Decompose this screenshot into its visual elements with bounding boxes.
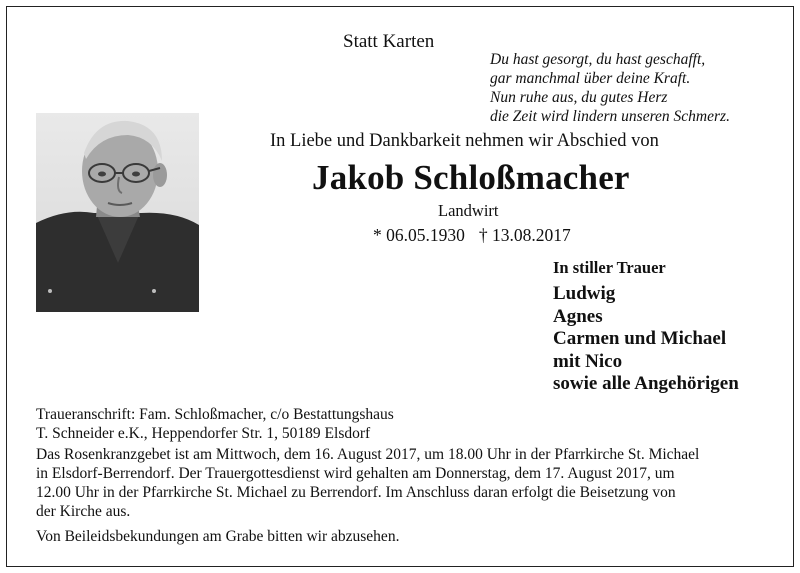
service-line: in Elsdorf-Berrendorf. Der Trauergottesdienst wird gehalten am Donnerstag, dem 17. August 2017, um	[36, 465, 675, 482]
mourner-name: Agnes	[553, 305, 603, 327]
deceased-name: Jakob Schloßmacher	[312, 158, 630, 197]
portrait-illustration	[36, 113, 199, 312]
mourners-list	[553, 283, 739, 396]
address-line: T. Schneider e.K., Heppendorfer Str. 1, 50189 Elsdorf	[36, 425, 371, 442]
service-line: Das Rosenkranzgebet ist am Mittwoch, dem 16. August 2017, um 18.00 Uhr in der Pfarrkirche St. Michael	[36, 446, 700, 463]
poem-line: Nun ruhe aus, du gutes Herz	[490, 89, 668, 106]
life-dates	[373, 225, 571, 246]
poem	[490, 50, 730, 126]
mourner-name: mit Nico	[553, 350, 623, 372]
mourning-heading: In stiller Trauer	[553, 258, 666, 277]
service-details	[36, 445, 766, 521]
mourner-name: Ludwig	[553, 283, 616, 304]
birth-date: * 06.05.1930	[373, 225, 465, 245]
death-date: † 13.08.2017	[478, 225, 571, 245]
service-line: 12.00 Uhr in der Pfarrkirche St. Michael zu Berrendorf. Im Anschluss daran erfolgt die Beisetzung von	[36, 484, 676, 501]
mourning-address	[36, 405, 394, 443]
farewell-intro: In Liebe und Dankbarkeit nehmen wir Abschied von	[270, 131, 659, 151]
poem-line: Du hast gesorgt, du hast geschafft,	[490, 51, 706, 68]
profession: Landwirt	[438, 201, 499, 220]
poem-line: gar manchmal über deine Kraft.	[490, 70, 691, 87]
address-line: Traueranschrift: Fam. Schloßmacher, c/o Bestattungshaus	[36, 406, 394, 423]
mourner-name: sowie alle Angehörigen	[553, 373, 739, 394]
statt-karten-heading: Statt Karten	[343, 31, 435, 52]
poem-line: die Zeit wird lindern unseren Schmerz.	[490, 108, 730, 125]
mourner-name: Carmen und Michael	[553, 328, 727, 349]
service-line: der Kirche aus.	[36, 503, 131, 520]
closing-note: Von Beileidsbekundungen am Grabe bitten wir abzusehen.	[36, 528, 400, 545]
portrait-photo	[36, 113, 199, 312]
